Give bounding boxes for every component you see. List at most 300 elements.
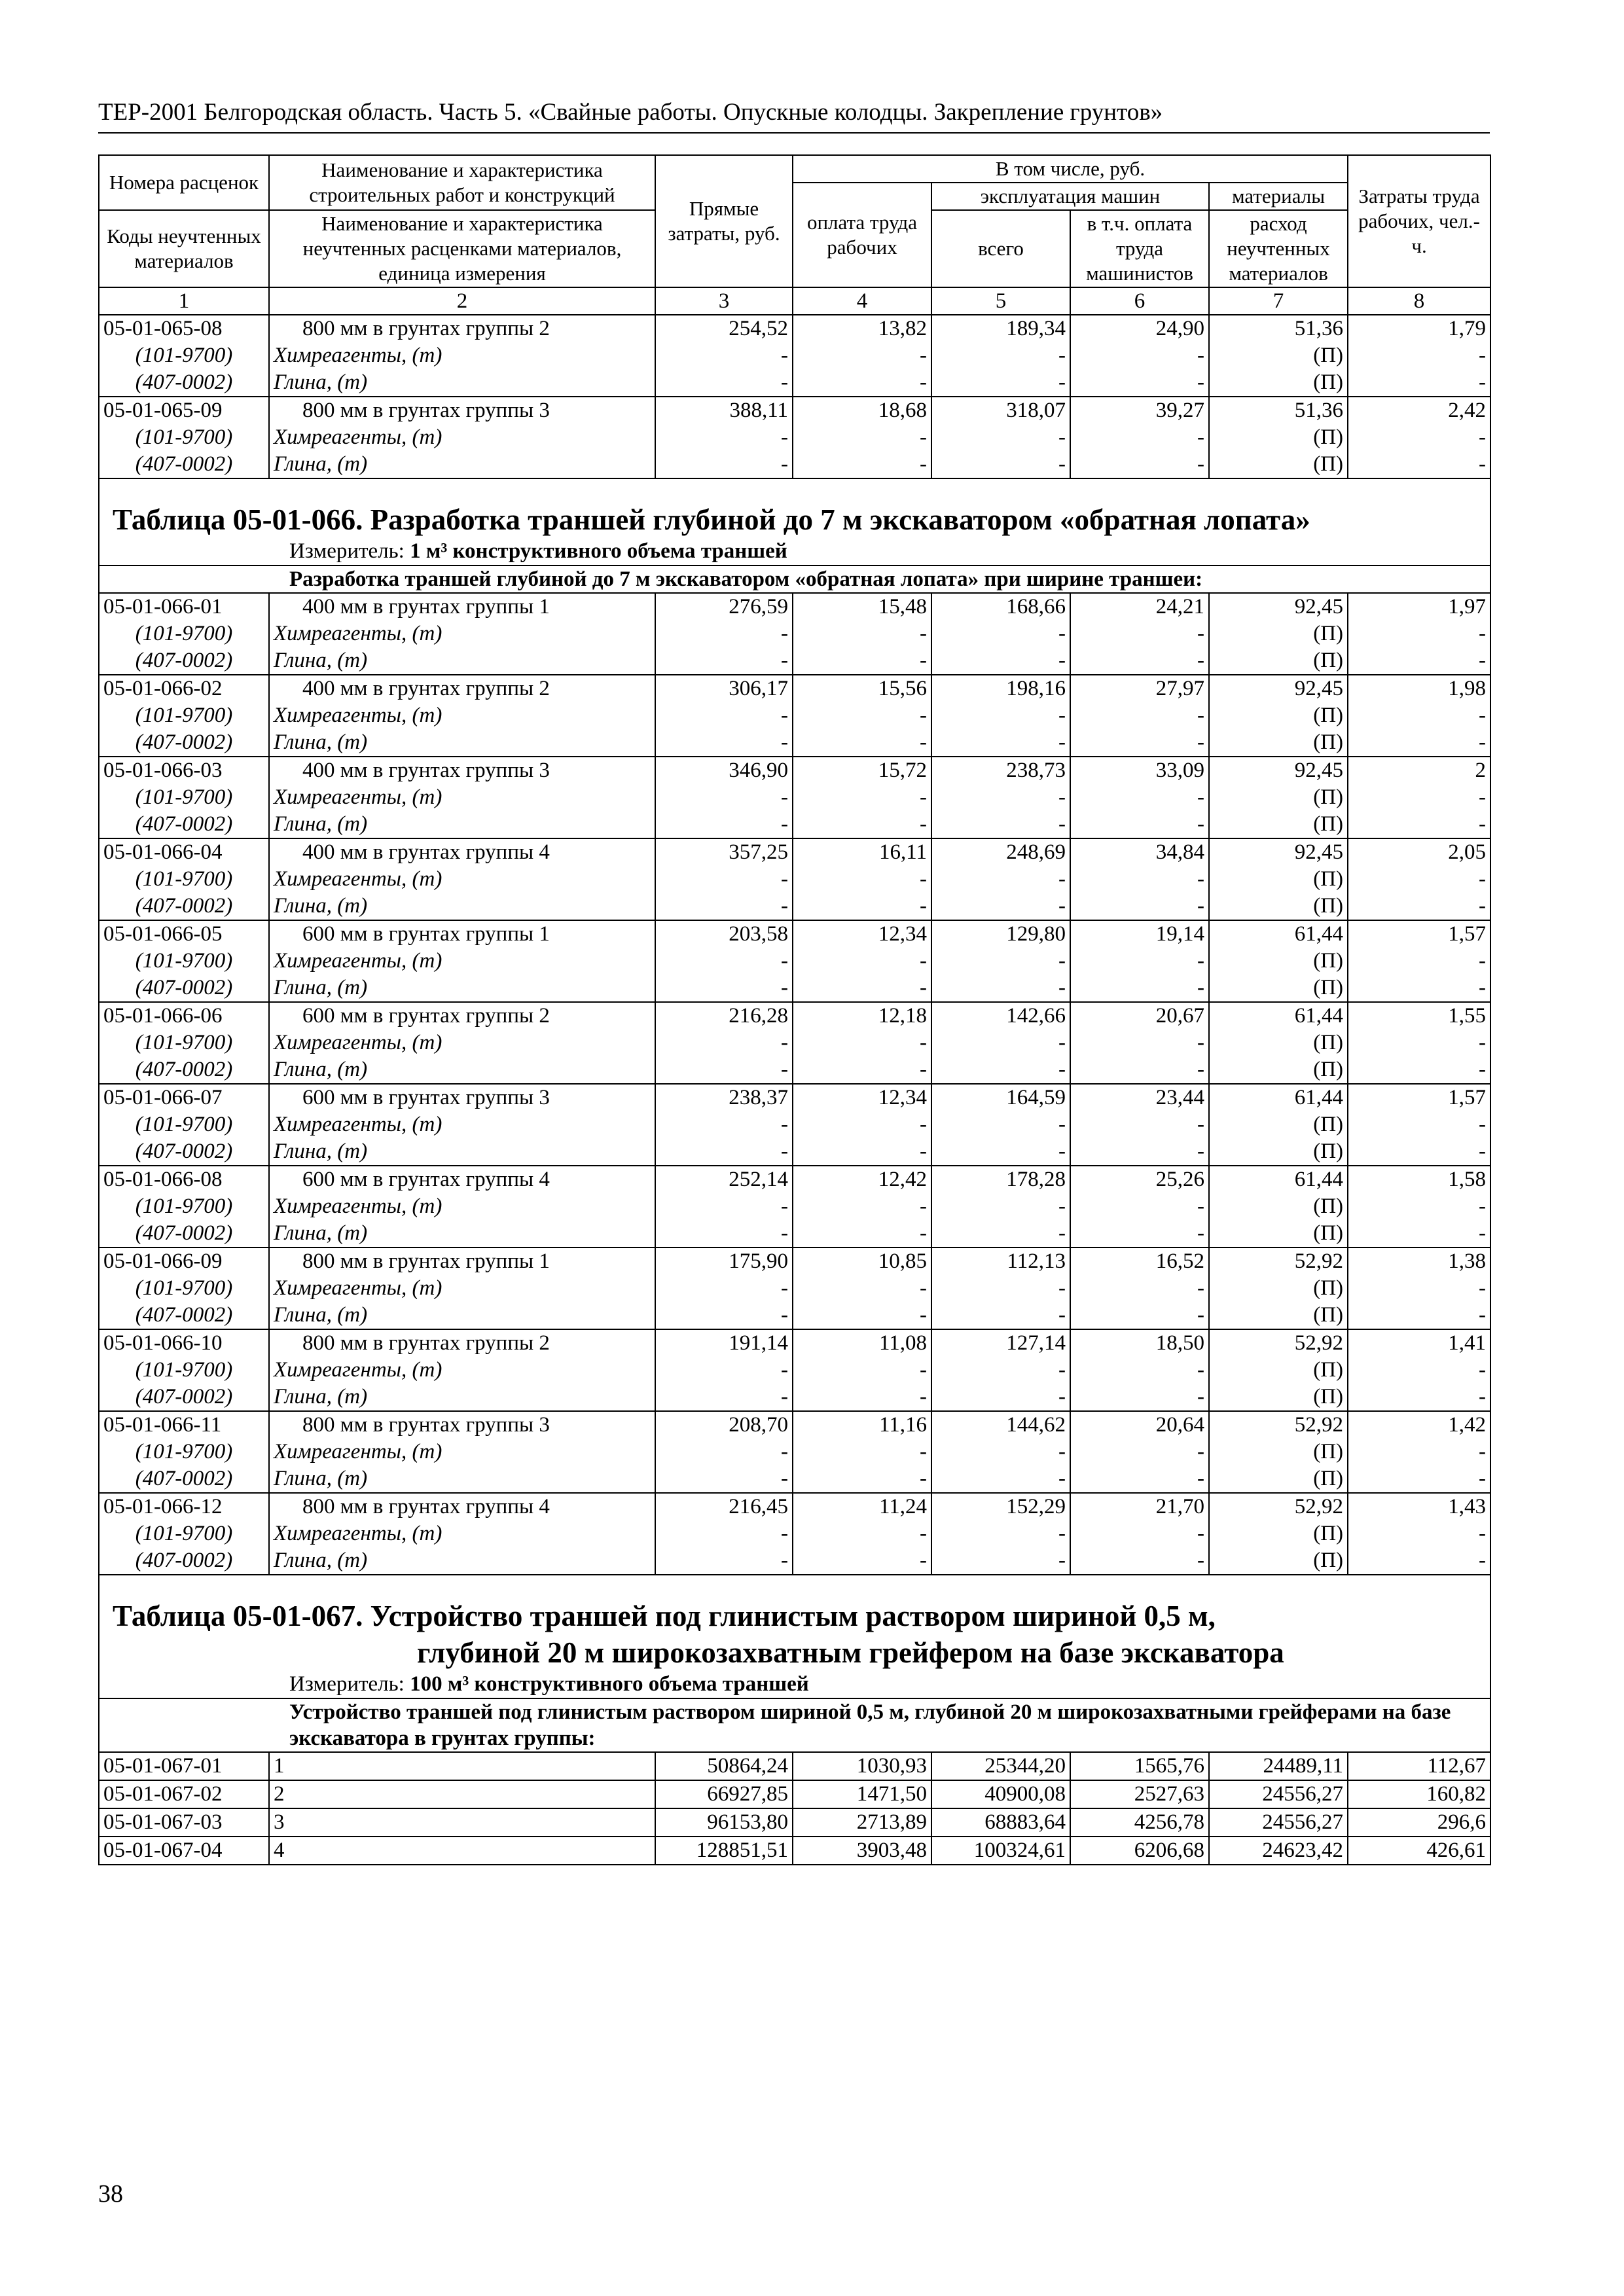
material-name: Химреагенты, (т) [269, 620, 655, 647]
rate-c8: 1,43 [1348, 1493, 1490, 1520]
material-row [99, 451, 1490, 478]
material-code: (101-9700) [99, 1030, 269, 1056]
material-name: Химреагенты, (т) [269, 1520, 655, 1547]
material-name: Глина, (т) [269, 975, 655, 1002]
col-number: 3 [655, 287, 793, 315]
material-code: (407-0002) [99, 1302, 269, 1329]
rate-c4: 1471,50 [793, 1780, 931, 1808]
material-dash: - [1070, 1030, 1209, 1056]
material-dash: - [793, 866, 931, 893]
rate-name: 4 [269, 1837, 655, 1865]
material-dash: - [655, 1275, 793, 1302]
rate-c7: 61,44 [1209, 920, 1348, 948]
rate-code: 05-01-067-01 [99, 1752, 269, 1780]
rate-c7: 61,44 [1209, 1002, 1348, 1030]
rate-c7: 92,45 [1209, 838, 1348, 866]
rate-code: 05-01-065-08 [99, 315, 269, 342]
material-code: (101-9700) [99, 424, 269, 451]
rate-c7: 92,45 [1209, 593, 1348, 620]
rate-c8: 1,38 [1348, 1247, 1490, 1275]
rate-c4: 15,56 [793, 675, 931, 702]
material-dash: - [931, 1520, 1070, 1547]
material-dash: - [1070, 1056, 1209, 1084]
col-number: 4 [793, 287, 931, 315]
rate-c5: 164,59 [931, 1084, 1070, 1111]
material-row [99, 784, 1490, 811]
measure-text [99, 538, 1490, 565]
rate-c4: 15,72 [793, 757, 931, 784]
material-row [99, 342, 1490, 369]
material-dash: - [655, 1384, 793, 1411]
material-unit: (П) [1209, 975, 1348, 1002]
material-name: Химреагенты, (т) [269, 866, 655, 893]
page-number: 38 [98, 2180, 123, 2208]
material-dash: - [793, 647, 931, 675]
rate-c6: 24,90 [1070, 315, 1209, 342]
material-name: Химреагенты, (т) [269, 342, 655, 369]
material-name: Глина, (т) [269, 369, 655, 397]
rate-c4: 11,08 [793, 1329, 931, 1357]
rate-c7: 52,92 [1209, 1247, 1348, 1275]
col5-header: всего [931, 210, 1070, 287]
material-dash: - [1348, 342, 1490, 369]
material-dash: - [793, 1056, 931, 1084]
measure-label: Измеритель: [289, 539, 410, 563]
material-dash: - [655, 1056, 793, 1084]
rate-c6: 39,27 [1070, 397, 1209, 424]
material-dash: - [1348, 1111, 1490, 1138]
material-unit: (П) [1209, 702, 1348, 729]
material-name: Химреагенты, (т) [269, 1275, 655, 1302]
material-dash: - [931, 424, 1070, 451]
rate-row [99, 1166, 1490, 1193]
measure-row [99, 1671, 1490, 1698]
rate-row [99, 1808, 1490, 1837]
rate-code: 05-01-067-02 [99, 1780, 269, 1808]
material-code: (101-9700) [99, 1275, 269, 1302]
rate-code: 05-01-066-03 [99, 757, 269, 784]
material-dash: - [1070, 1547, 1209, 1575]
material-unit: (П) [1209, 342, 1348, 369]
rate-c7: 51,36 [1209, 315, 1348, 342]
material-row [99, 1275, 1490, 1302]
material-dash: - [931, 702, 1070, 729]
rate-code: 05-01-066-02 [99, 675, 269, 702]
material-name: Глина, (т) [269, 1384, 655, 1411]
material-dash: - [793, 1138, 931, 1166]
material-dash: - [1070, 342, 1209, 369]
material-dash: - [931, 1547, 1070, 1575]
rate-c6: 16,52 [1070, 1247, 1209, 1275]
material-dash: - [793, 1439, 931, 1465]
rates-table [98, 154, 1491, 1865]
material-dash: - [655, 948, 793, 975]
material-code: (407-0002) [99, 1547, 269, 1575]
table-067-title [99, 1575, 1490, 1671]
material-row [99, 1138, 1490, 1166]
material-dash: - [931, 1111, 1070, 1138]
rate-c7: 51,36 [1209, 397, 1348, 424]
material-unit: (П) [1209, 1465, 1348, 1493]
rate-c6: 23,44 [1070, 1084, 1209, 1111]
material-dash: - [931, 948, 1070, 975]
material-dash: - [793, 948, 931, 975]
rate-c4: 18,68 [793, 397, 931, 424]
rate-c5: 40900,08 [931, 1780, 1070, 1808]
material-dash: - [931, 1439, 1070, 1465]
material-code: (101-9700) [99, 1520, 269, 1547]
table-subtitle: Устройство траншей под глинистым раствором шириной 0,5 м, глубиной 20 м широкозахватными грейферами на базе экскаватора в грунтах группы: [99, 1698, 1490, 1752]
material-unit: (П) [1209, 1056, 1348, 1084]
rate-c4: 11,24 [793, 1493, 931, 1520]
material-dash: - [655, 1520, 793, 1547]
rate-code: 05-01-066-01 [99, 593, 269, 620]
rate-row [99, 397, 1490, 424]
material-code: (101-9700) [99, 702, 269, 729]
rate-row [99, 1837, 1490, 1865]
material-dash: - [1070, 1111, 1209, 1138]
rate-name: 3 [269, 1808, 655, 1837]
material-dash: - [793, 342, 931, 369]
material-dash: - [1070, 811, 1209, 838]
rate-c8: 296,6 [1348, 1808, 1490, 1837]
material-dash: - [1348, 1302, 1490, 1329]
rate-name: 600 мм в грунтах группы 3 [269, 1084, 655, 1111]
material-row [99, 1439, 1490, 1465]
material-name: Глина, (т) [269, 1547, 655, 1575]
material-dash: - [1070, 702, 1209, 729]
material-row [99, 1357, 1490, 1384]
material-row [99, 1193, 1490, 1220]
rate-c7: 92,45 [1209, 675, 1348, 702]
material-dash: - [1348, 784, 1490, 811]
material-dash: - [655, 893, 793, 920]
rate-code: 05-01-066-11 [99, 1411, 269, 1439]
rate-c6: 2527,63 [1070, 1780, 1209, 1808]
rate-code: 05-01-066-08 [99, 1166, 269, 1193]
material-code: (101-9700) [99, 620, 269, 647]
material-dash: - [793, 811, 931, 838]
material-dash: - [1348, 1465, 1490, 1493]
material-dash: - [655, 1302, 793, 1329]
rate-c8: 2 [1348, 757, 1490, 784]
rate-c3: 276,59 [655, 593, 793, 620]
rate-c4: 11,16 [793, 1411, 931, 1439]
rate-c5: 100324,61 [931, 1837, 1070, 1865]
rate-c3: 208,70 [655, 1411, 793, 1439]
material-dash: - [931, 811, 1070, 838]
material-dash: - [931, 784, 1070, 811]
rate-code: 05-01-067-03 [99, 1808, 269, 1837]
material-dash: - [931, 1384, 1070, 1411]
material-dash: - [1070, 1138, 1209, 1166]
material-unit: (П) [1209, 893, 1348, 920]
material-code: (407-0002) [99, 1056, 269, 1084]
material-row [99, 1384, 1490, 1411]
material-row [99, 1220, 1490, 1247]
material-dash: - [1348, 866, 1490, 893]
material-dash: - [1348, 1193, 1490, 1220]
col-number: 2 [269, 287, 655, 315]
rate-c6: 6206,68 [1070, 1837, 1209, 1865]
material-dash: - [931, 893, 1070, 920]
material-unit: (П) [1209, 1193, 1348, 1220]
material-code: (407-0002) [99, 1465, 269, 1493]
material-name: Глина, (т) [269, 811, 655, 838]
material-row [99, 948, 1490, 975]
rate-c6: 21,70 [1070, 1493, 1209, 1520]
rate-name: 400 мм в грунтах группы 2 [269, 675, 655, 702]
rate-c3: 175,90 [655, 1247, 793, 1275]
rate-c6: 20,67 [1070, 1002, 1209, 1030]
measure-value: 100 м³ конструктивного объема траншей [410, 1672, 809, 1696]
rate-c7: 52,92 [1209, 1493, 1348, 1520]
rate-row [99, 1329, 1490, 1357]
rate-code: 05-01-066-04 [99, 838, 269, 866]
material-code: (407-0002) [99, 893, 269, 920]
rate-c5: 189,34 [931, 315, 1070, 342]
rate-c4: 13,82 [793, 315, 931, 342]
material-row [99, 702, 1490, 729]
rate-c3: 203,58 [655, 920, 793, 948]
col2-header-top: Наименование и характеристика строительных работ и конструкций [269, 155, 655, 210]
rate-c3: 388,11 [655, 397, 793, 424]
rate-c6: 33,09 [1070, 757, 1209, 784]
material-unit: (П) [1209, 1302, 1348, 1329]
rate-code: 05-01-066-12 [99, 1493, 269, 1520]
col-number: 5 [931, 287, 1070, 315]
col1-header-bottom: Коды неучтенных материалов [99, 210, 269, 287]
material-dash: - [1070, 1275, 1209, 1302]
material-name: Химреагенты, (т) [269, 948, 655, 975]
material-unit: (П) [1209, 1547, 1348, 1575]
table-067-title-line: глубиной 20 м широкозахватным грейфером на базе экскаватора [417, 1636, 1284, 1669]
rate-c3: 306,17 [655, 675, 793, 702]
material-unit: (П) [1209, 1220, 1348, 1247]
rate-c8: 1,58 [1348, 1166, 1490, 1193]
material-dash: - [655, 866, 793, 893]
rate-row [99, 1780, 1490, 1808]
rate-c6: 19,14 [1070, 920, 1209, 948]
rate-c7: 92,45 [1209, 757, 1348, 784]
material-name: Химреагенты, (т) [269, 702, 655, 729]
rate-row [99, 1002, 1490, 1030]
rate-c3: 254,52 [655, 315, 793, 342]
material-dash: - [1070, 451, 1209, 478]
material-dash: - [931, 1465, 1070, 1493]
rate-c7: 24489,11 [1209, 1752, 1348, 1780]
rate-c5: 142,66 [931, 1002, 1070, 1030]
rate-c4: 10,85 [793, 1247, 931, 1275]
rate-row [99, 757, 1490, 784]
material-name: Глина, (т) [269, 1138, 655, 1166]
material-unit: (П) [1209, 1357, 1348, 1384]
subtitle-row [99, 565, 1490, 593]
material-unit: (П) [1209, 1520, 1348, 1547]
rate-c6: 1565,76 [1070, 1752, 1209, 1780]
rate-name: 600 мм в грунтах группы 2 [269, 1002, 655, 1030]
col-number: 7 [1209, 287, 1348, 315]
material-name: Химреагенты, (т) [269, 784, 655, 811]
material-unit: (П) [1209, 1030, 1348, 1056]
rate-name: 600 мм в грунтах группы 1 [269, 920, 655, 948]
measure-row [99, 538, 1490, 565]
material-code: (101-9700) [99, 866, 269, 893]
material-dash: - [931, 1030, 1070, 1056]
rate-row [99, 1752, 1490, 1780]
col7-header: расход неучтенных материалов [1209, 210, 1348, 287]
rate-name: 600 мм в грунтах группы 4 [269, 1166, 655, 1193]
rate-name: 800 мм в грунтах группы 1 [269, 1247, 655, 1275]
rate-row [99, 1084, 1490, 1111]
material-dash: - [1348, 620, 1490, 647]
rate-code: 05-01-066-10 [99, 1329, 269, 1357]
rate-code: 05-01-066-05 [99, 920, 269, 948]
material-dash: - [931, 866, 1070, 893]
material-dash: - [793, 1030, 931, 1056]
material-dash: - [655, 729, 793, 757]
rate-c6: 4256,78 [1070, 1808, 1209, 1837]
material-code: (101-9700) [99, 1439, 269, 1465]
rate-code: 05-01-065-09 [99, 397, 269, 424]
material-unit: (П) [1209, 424, 1348, 451]
material-dash: - [793, 1547, 931, 1575]
rate-c3: 252,14 [655, 1166, 793, 1193]
material-dash: - [1348, 1357, 1490, 1384]
material-unit: (П) [1209, 811, 1348, 838]
rate-c7: 24556,27 [1209, 1780, 1348, 1808]
material-dash: - [1070, 784, 1209, 811]
material-name: Глина, (т) [269, 729, 655, 757]
rate-c8: 1,42 [1348, 1411, 1490, 1439]
material-dash: - [655, 342, 793, 369]
material-name: Химреагенты, (т) [269, 1357, 655, 1384]
rate-c5: 152,29 [931, 1493, 1070, 1520]
table-067-title-row [99, 1575, 1490, 1671]
rate-name: 400 мм в грунтах группы 3 [269, 757, 655, 784]
material-dash: - [1348, 369, 1490, 397]
material-code: (101-9700) [99, 342, 269, 369]
material-dash: - [655, 784, 793, 811]
material-unit: (П) [1209, 948, 1348, 975]
rate-c5: 68883,64 [931, 1808, 1070, 1837]
rate-c4: 1030,93 [793, 1752, 931, 1780]
table-066-title-row [99, 478, 1490, 538]
material-code: (407-0002) [99, 1384, 269, 1411]
rate-row [99, 675, 1490, 702]
rate-c3: 216,28 [655, 1002, 793, 1030]
material-dash: - [1348, 424, 1490, 451]
rate-row [99, 315, 1490, 342]
material-dash: - [655, 975, 793, 1002]
rate-c8: 112,67 [1348, 1752, 1490, 1780]
material-row [99, 975, 1490, 1002]
material-row [99, 424, 1490, 451]
rate-c8: 2,05 [1348, 838, 1490, 866]
page-header: ТЕР-2001 Белгородская область. Часть 5. «Свайные работы. Опускные колодцы. Закрепление грунтов» [98, 99, 1163, 126]
material-row [99, 1111, 1490, 1138]
rate-c3: 50864,24 [655, 1752, 793, 1780]
material-code: (101-9700) [99, 1111, 269, 1138]
material-dash: - [793, 369, 931, 397]
material-dash: - [1070, 1357, 1209, 1384]
material-dash: - [931, 451, 1070, 478]
material-dash: - [1070, 424, 1209, 451]
material-dash: - [655, 702, 793, 729]
rate-c5: 178,28 [931, 1166, 1070, 1193]
material-name: Глина, (т) [269, 1220, 655, 1247]
rate-name: 800 мм в грунтах группы 2 [269, 315, 655, 342]
rate-c5: 144,62 [931, 1411, 1070, 1439]
material-dash: - [1070, 1439, 1209, 1465]
rate-name: 400 мм в грунтах группы 1 [269, 593, 655, 620]
material-code: (407-0002) [99, 1138, 269, 1166]
material-dash: - [931, 342, 1070, 369]
material-dash: - [1070, 620, 1209, 647]
rate-c8: 1,79 [1348, 315, 1490, 342]
material-unit: (П) [1209, 729, 1348, 757]
rate-c8: 1,57 [1348, 920, 1490, 948]
rate-name: 800 мм в грунтах группы 3 [269, 1411, 655, 1439]
material-dash: - [655, 1193, 793, 1220]
material-dash: - [1348, 975, 1490, 1002]
material-dash: - [1348, 893, 1490, 920]
rate-name: 800 мм в грунтах группы 4 [269, 1493, 655, 1520]
material-dash: - [1348, 1275, 1490, 1302]
material-row [99, 620, 1490, 647]
material-dash: - [793, 1275, 931, 1302]
material-dash: - [793, 893, 931, 920]
material-dash: - [1348, 1384, 1490, 1411]
rate-row [99, 1411, 1490, 1439]
rate-row [99, 920, 1490, 948]
col8-header: Затраты труда рабочих, чел.-ч. [1348, 155, 1490, 287]
material-dash: - [1070, 1465, 1209, 1493]
material-dash: - [793, 1384, 931, 1411]
rate-c5: 25344,20 [931, 1752, 1070, 1780]
rate-c8: 426,61 [1348, 1837, 1490, 1865]
rate-c3: 191,14 [655, 1329, 793, 1357]
material-row [99, 1465, 1490, 1493]
material-code: (101-9700) [99, 784, 269, 811]
material-code: (407-0002) [99, 729, 269, 757]
rate-c7: 24623,42 [1209, 1837, 1348, 1865]
rate-c8: 1,55 [1348, 1002, 1490, 1030]
material-dash: - [931, 1275, 1070, 1302]
material-dash: - [1070, 893, 1209, 920]
material-unit: (П) [1209, 1439, 1348, 1465]
material-dash: - [793, 1357, 931, 1384]
rate-c5: 168,66 [931, 593, 1070, 620]
material-code: (407-0002) [99, 369, 269, 397]
rate-row [99, 1247, 1490, 1275]
rate-c5: 127,14 [931, 1329, 1070, 1357]
material-dash: - [655, 1138, 793, 1166]
table-066-title-line: Таблица 05-01-066. Разработка траншей глубиной до 7 м экскаватором «обратная лопата» [113, 503, 1310, 536]
material-dash: - [1348, 702, 1490, 729]
rate-name: 800 мм в грунтах группы 2 [269, 1329, 655, 1357]
material-dash: - [1348, 1520, 1490, 1547]
rate-c8: 1,98 [1348, 675, 1490, 702]
rate-c3: 96153,80 [655, 1808, 793, 1837]
col2-header-bottom: Наименование и характеристика неучтенных расценками материалов, единица измерения [269, 210, 655, 287]
material-code: (407-0002) [99, 811, 269, 838]
col3-header: Прямые затраты, руб. [655, 155, 793, 287]
col-number: 1 [99, 287, 269, 315]
material-row [99, 369, 1490, 397]
rate-c6: 18,50 [1070, 1329, 1209, 1357]
rate-c8: 1,57 [1348, 1084, 1490, 1111]
